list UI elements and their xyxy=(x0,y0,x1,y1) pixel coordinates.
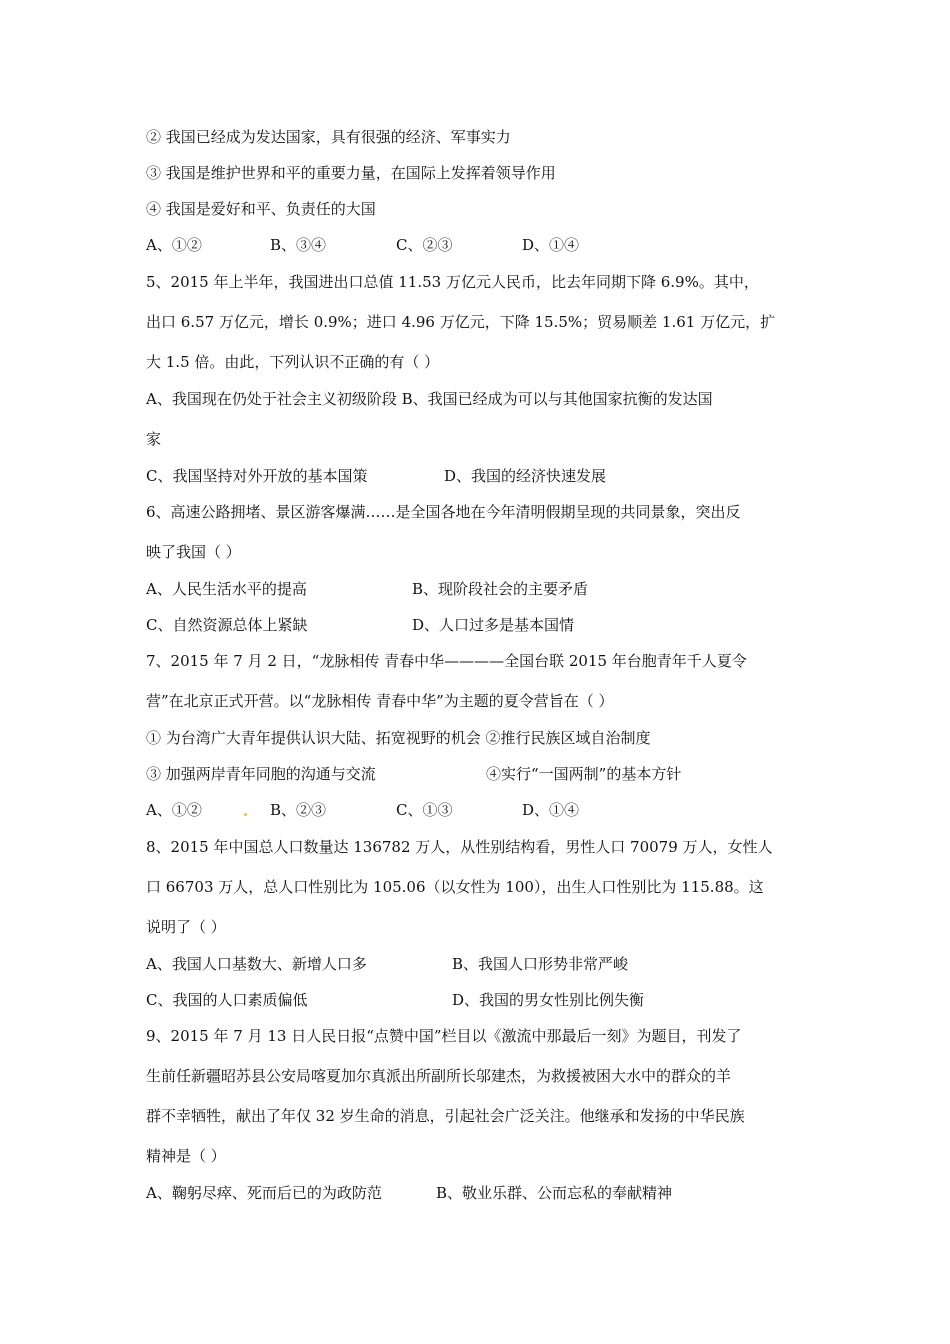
q7-line-1: 7、2015 年 7 月 2 日，“龙脉相传 青春中华————全国台联 2015 年台胞青年千人夏令 xyxy=(146,652,747,670)
q9-line-3: 群不幸牺牲，献出了年仅 32 岁生命的消息，引起社会广泛关注。他继承和发扬的中华民族 xyxy=(146,1107,745,1125)
q5-option-b-wrap: 家 xyxy=(146,430,162,448)
q8-option-c: C、我国的人口素质偏低 xyxy=(146,991,308,1009)
q8-option-a: A、我国人口基数大、新增人口多 xyxy=(146,955,367,973)
q7-statement-3: ③ 加强两岸青年同胞的沟通与交流 xyxy=(146,765,376,783)
q9-line-1: 9、2015 年 7 月 13 日人民日报“点赞中国”栏目以《激流中那最后一刻》为题目，刊发了 xyxy=(146,1027,742,1045)
q6-option-a: A、人民生活水平的提高 xyxy=(146,580,307,598)
q5-option-c: C、我国坚持对外开放的基本国策 xyxy=(146,467,368,485)
q5-line-1: 5、2015 年上半年，我国进出口总值 11.53 万亿元人民币，比去年同期下降 6.9%。其中， xyxy=(146,273,759,291)
q5-option-d: D、我国的经济快速发展 xyxy=(444,467,607,485)
q4-statement-3: ③ 我国是维护世界和平的重要力量，在国际上发挥着领导作用 xyxy=(146,164,556,182)
q6-option-c: C、自然资源总体上紧缺 xyxy=(146,616,308,634)
q8-line-3: 说明了（ ） xyxy=(146,918,226,936)
q7-statement-4: ④实行“一国两制”的基本方针 xyxy=(486,765,682,783)
q6-line-1: 6、高速公路拥堵、景区游客爆满……是全国各地在今年清明假期呈现的共同景象，突出反 xyxy=(146,503,741,521)
q5-line-3: 大 1.5 倍。由此，下列认识不正确的有（ ） xyxy=(146,353,440,371)
q7-option-c: C、①③ xyxy=(396,801,453,819)
q8-option-d: D、我国的男女性别比例失衡 xyxy=(452,991,645,1009)
q4-option-d: D、①④ xyxy=(522,236,580,254)
q9-option-a: A、鞠躬尽瘁、死而后已的为政防范 xyxy=(146,1184,382,1202)
stray-dot xyxy=(244,813,247,816)
q6-option-b: B、现阶段社会的主要矛盾 xyxy=(412,580,589,598)
q9-line-2: 生前任新疆昭苏县公安局喀夏加尔真派出所副所长邬建杰，为救援被困大水中的群众的羊 xyxy=(146,1067,732,1085)
q9-line-4: 精神是（ ） xyxy=(146,1147,226,1165)
q9-option-b: B、敬业乐群、公而忘私的奉献精神 xyxy=(436,1184,673,1202)
q4-option-b: B、③④ xyxy=(270,236,327,254)
q6-line-2: 映了我国（ ） xyxy=(146,543,241,561)
q7-option-a: A、①② xyxy=(146,801,202,819)
q8-line-2: 口 66703 万人，总人口性别比为 105.06（以女性为 100），出生人口性别比为 115.88。这 xyxy=(146,878,764,896)
q7-line-2: 营”在北京正式开营。以“龙脉相传 青春中华”为主题的夏令营旨在（ ） xyxy=(146,692,614,710)
q4-option-c: C、②③ xyxy=(396,236,453,254)
q6-option-d: D、人口过多是基本国情 xyxy=(412,616,575,634)
q4-statement-2: ② 我国已经成为发达国家，具有很强的经济、军事实力 xyxy=(146,128,511,146)
q7-option-d: D、①④ xyxy=(522,801,580,819)
q5-option-ab: A、我国现在仍处于社会主义初级阶段 B、我国已经成为可以与其他国家抗衡的发达国 xyxy=(146,390,713,408)
q4-statement-4: ④ 我国是爱好和平、负责任的大国 xyxy=(146,200,376,218)
q4-option-a: A、①② xyxy=(146,236,202,254)
q7-option-b: B、②③ xyxy=(270,801,327,819)
q8-line-1: 8、2015 年中国总人口数量达 136782 万人，从性别结构看，男性人口 70079 万人，女性人 xyxy=(146,838,773,856)
q8-option-b: B、我国人口形势非常严峻 xyxy=(452,955,629,973)
q7-statements-1-2: ① 为台湾广大青年提供认识大陆、拓宽视野的机会 ②推行民族区域自治制度 xyxy=(146,729,651,747)
q5-line-2: 出口 6.57 万亿元，增长 0.9%；进口 4.96 万亿元，下降 15.5%；贸易顺差 1.61 万亿元，扩 xyxy=(146,313,776,331)
